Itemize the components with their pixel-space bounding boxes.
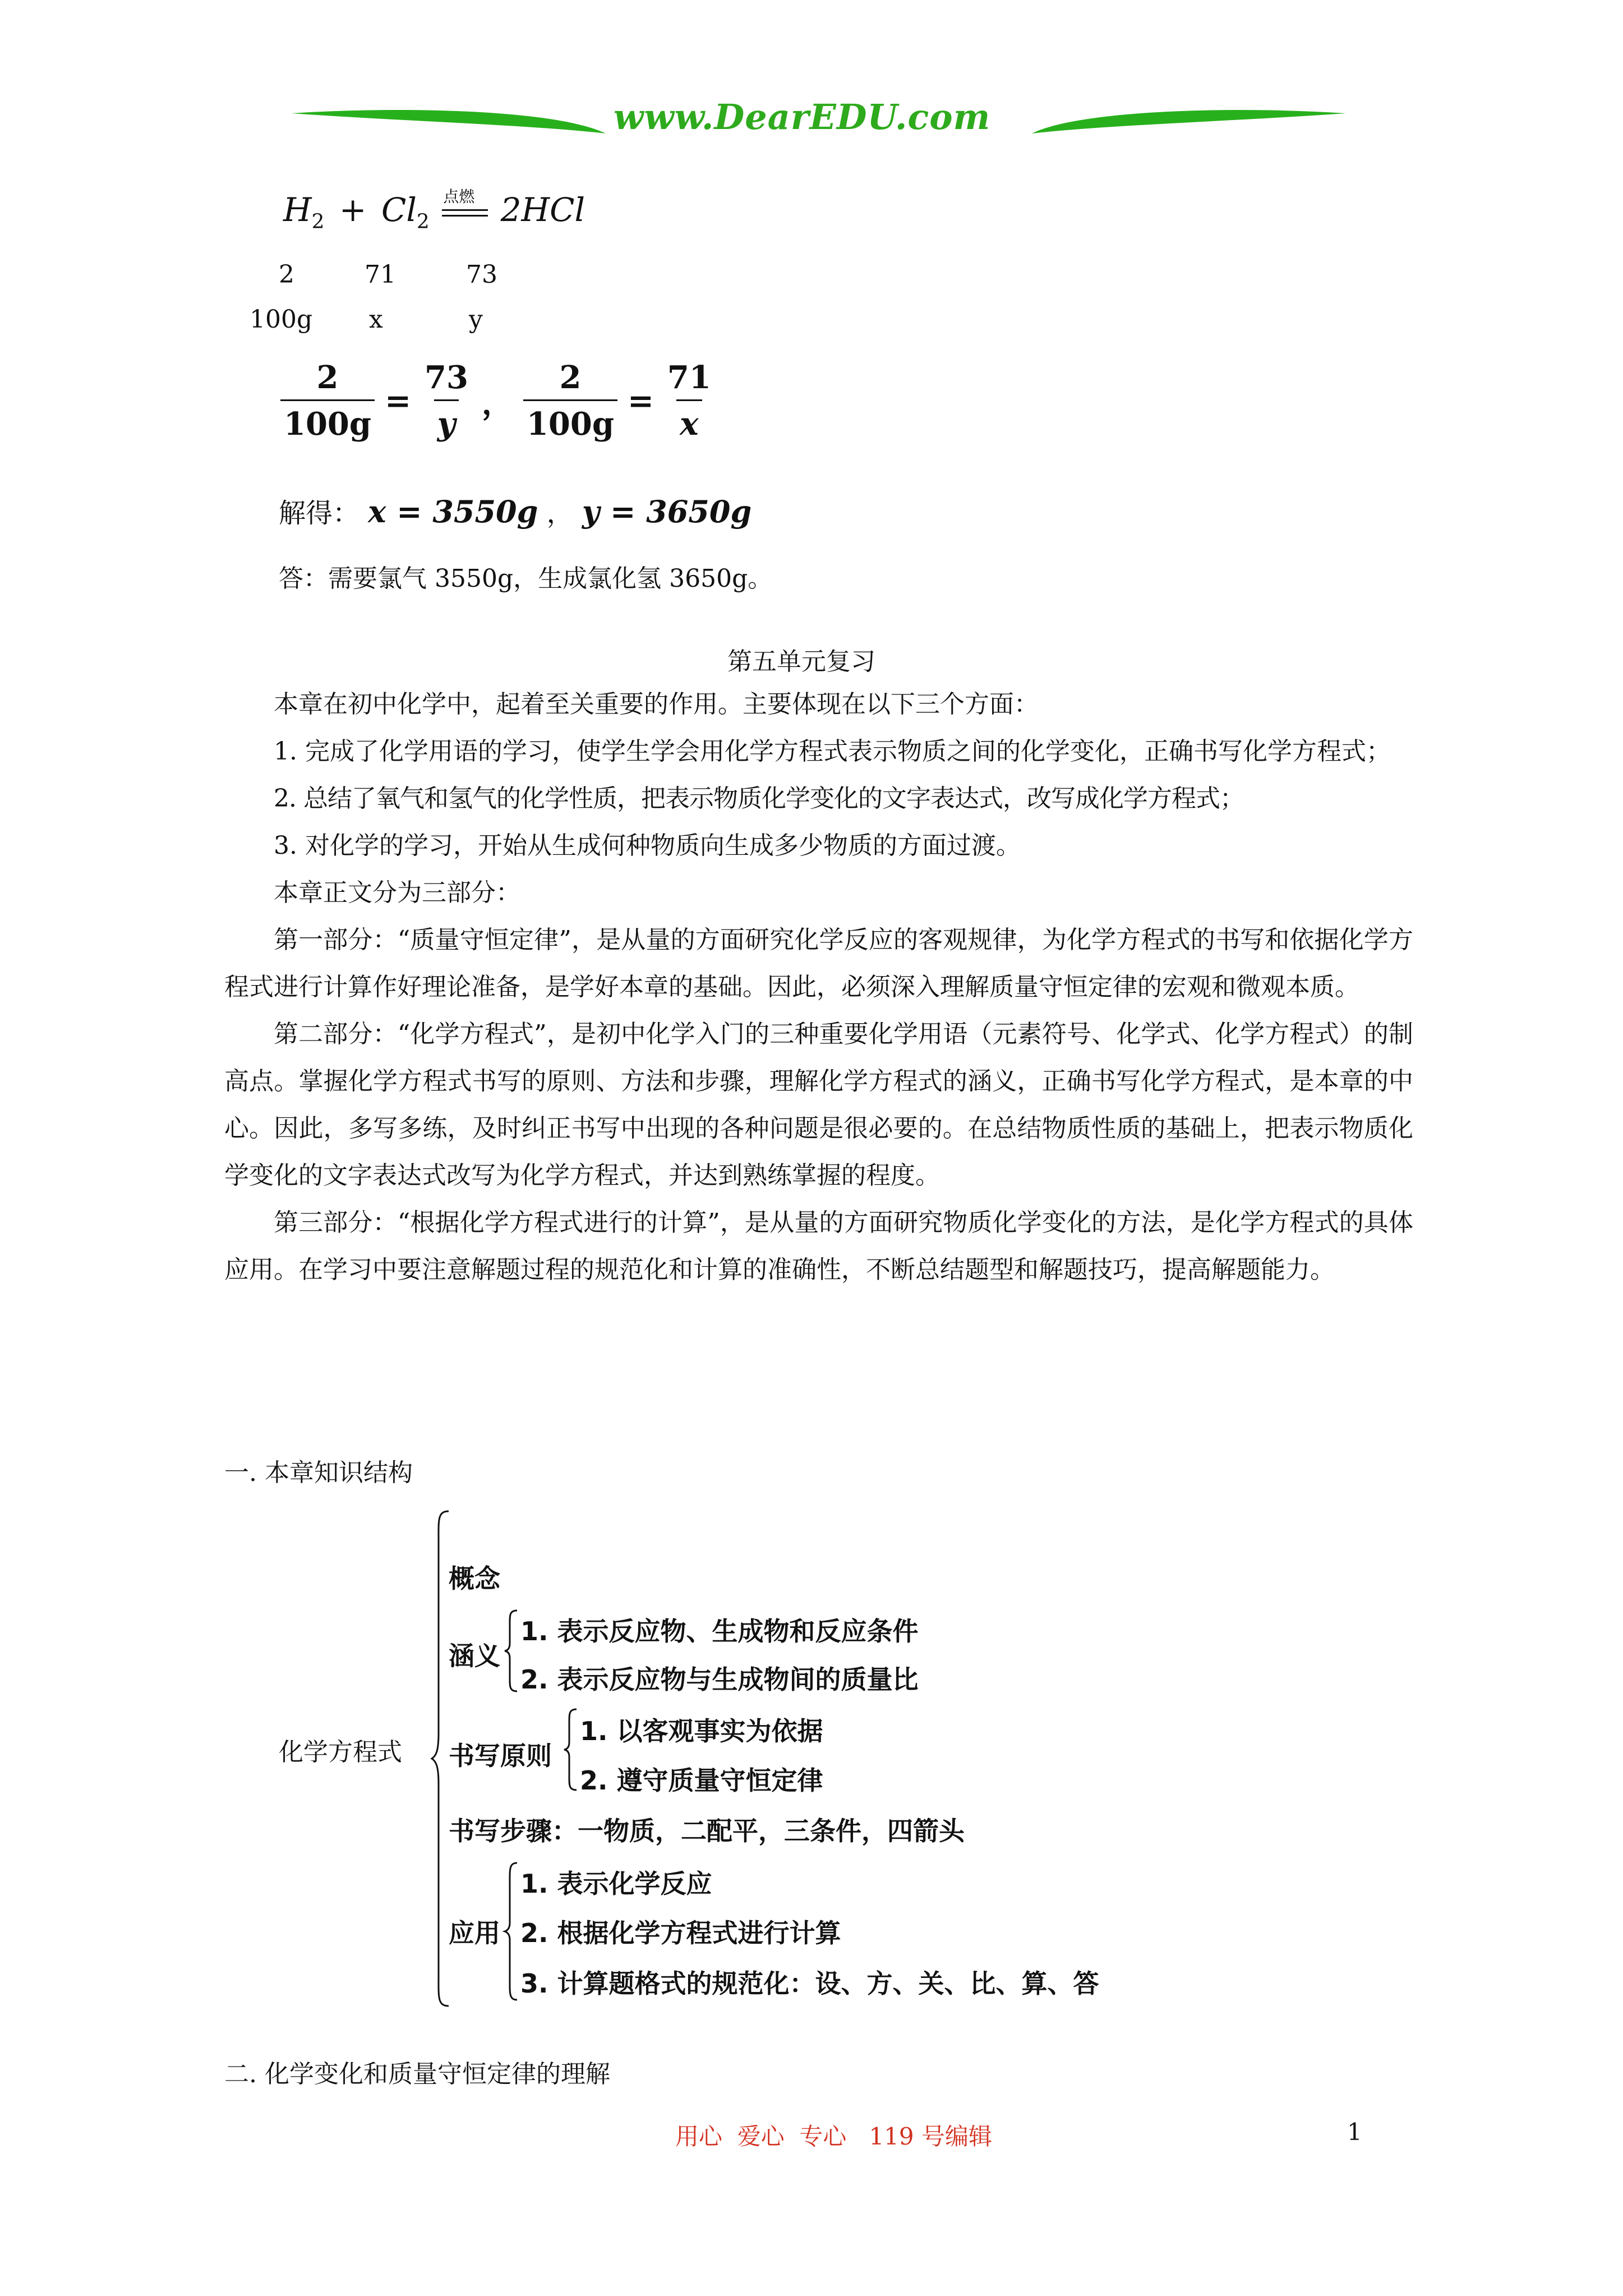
eq-plus: +: [339, 191, 367, 229]
ratio-cell: x: [369, 305, 383, 334]
fraction: $\frac{2}{100g}$: [280, 359, 375, 443]
paragraph: 第三部分：“根据化学方程式进行的计算”，是从量的方面研究物质化学变化的方法，是化学方程式的具体应用。在学习中要注意解题过程的规范化和计算的准确性，不断总结题型和解题技巧，提高解题能力。: [224, 1208, 1413, 1284]
site-logo-text: www.DearEDU.com: [614, 96, 991, 137]
ks-application-item: 2. 根据化学方程式进行计算: [520, 1918, 841, 1948]
application-brace: [502, 1861, 519, 2001]
ks-meaning: 涵义: [449, 1641, 500, 1671]
eq-cl-sub: 2: [416, 210, 430, 233]
eq-condition: 点燃: [443, 187, 475, 206]
paragraph: 第一部分：“质量守恒定律”，是从量的方面研究化学反应的客观规律，为化学方程式的书写和依据化学方程式进行计算作好理论准备，是学好本章的基础。因此，必须深入理解质量守恒定律的宏观和微观本质。: [224, 926, 1413, 1001]
eq-arrow: [440, 187, 490, 224]
ks-meaning-item: 2. 表示反应物与生成物间的质量比: [520, 1664, 919, 1695]
ks-principle-item: 1. 以客观事实为依据: [580, 1716, 823, 1746]
heading-chemical-change: 二. 化学变化和质量守恒定律的理解: [224, 2060, 610, 2088]
ks-concept: 概念: [449, 1563, 500, 1594]
paragraph: 本章正文分为三部分：: [274, 878, 520, 907]
eq-cl: Cl: [381, 191, 417, 229]
solution-x: x = 3550g: [368, 494, 538, 530]
ks-principle-item: 2. 遵守质量守恒定律: [580, 1765, 823, 1796]
eq-product: 2HCl: [500, 191, 585, 229]
fraction: $\frac{2}{100g}$: [523, 359, 617, 443]
paragraph: 2. 总结了氧气和氢气的化学性质，把表示物质化学变化的文字表达式，改写成化学方程式；: [274, 784, 1244, 813]
ks-meaning-item: 1. 表示反应物、生成物和反应条件: [520, 1616, 919, 1646]
ratio-cell: 71: [365, 260, 396, 289]
paragraph: 本章在初中化学中，起着至关重要的作用。主要体现在以下三个方面：: [274, 690, 1039, 719]
ratio-cell: 100g: [250, 305, 313, 334]
ks-root: 化学方程式: [279, 1738, 402, 1766]
solution-y: y = 3650g: [582, 494, 752, 530]
ks-application-item: 3. 计算题格式的规范化：设、方、关、比、算、答: [520, 1968, 1099, 1999]
eq-h: H: [283, 191, 312, 229]
meaning-brace: [502, 1609, 519, 1693]
ratio-cell: y: [469, 305, 483, 334]
ratio-cell: 2: [279, 260, 294, 289]
footer-note: 用心 爱心 专心 119 号编辑: [675, 2123, 992, 2150]
ks-application: 应用: [449, 1918, 500, 1948]
principle-brace: [562, 1708, 579, 1792]
answer-line: 答：需要氯气 3550g，生成氯化氢 3650g。: [279, 564, 773, 593]
page-number: 1: [1347, 2118, 1362, 2146]
ks-steps: 书写步骤：一物质，二配平，三条件，四箭头: [449, 1816, 965, 1846]
paragraph: 1. 完成了化学用语的学习，使学生学会用化学方程式表示物质之间的化学变化，正确书写化学方程式；: [274, 737, 1391, 766]
heading-knowledge-structure: 一. 本章知识结构: [224, 1458, 413, 1487]
solution-line: 解得： x = 3550g ， y = 3650g: [279, 494, 752, 530]
chemical-equation: [283, 187, 585, 233]
fraction: $\frac{73}{y}$: [424, 359, 468, 443]
eq-h-sub: 2: [311, 210, 325, 233]
ks-application-item: 1. 表示化学反应: [520, 1869, 712, 1899]
paragraph: 第二部分：“化学方程式”，是初中化学入门的三种重要化学用语（元素符号、化学式、化学方程式）的制高点。掌握化学方程式书写的原则、方法和步骤，理解化学方程式的涵义，正确书写化学方程式，是本章的中心。因此，多写多练，及时纠正书写中出现的各种问题是很必要的。在总结物质性质的基础上，把表示物质化学变化的文字表达式改写为化学方程式，并达到熟练掌握的程度。: [224, 1020, 1413, 1190]
ratio-cell: 73: [466, 260, 497, 289]
proportion-equations: $\frac{2}{100g}$ = $\frac{73}{y}$ ， $\frac{2}{100g}$ = $\frac{71}{x}$: [280, 359, 714, 443]
body-text: [224, 681, 1413, 1294]
fraction: $\frac{71}{x}$: [667, 359, 711, 443]
paragraph: 3. 对化学的学习，开始从生成何种物质向生成多少物质的方面过渡。: [274, 831, 1021, 860]
section-title: 第五单元复习: [727, 647, 875, 676]
ks-principle: 书写原则: [449, 1741, 552, 1771]
